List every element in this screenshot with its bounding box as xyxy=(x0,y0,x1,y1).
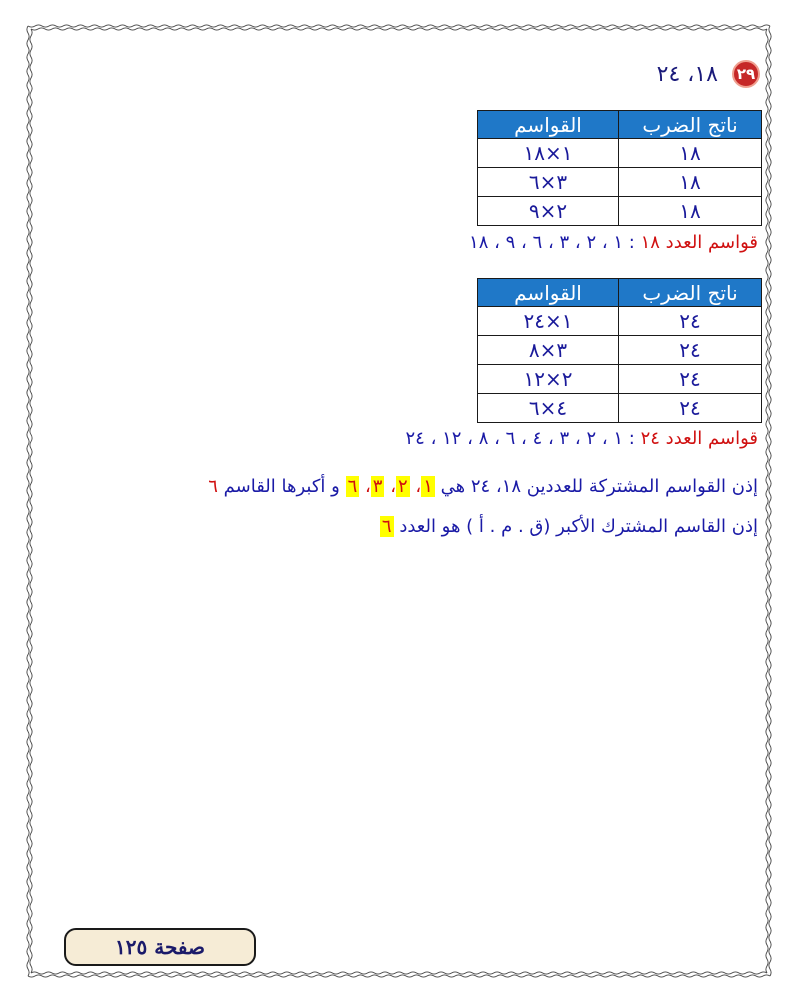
common-divisors-line xyxy=(208,476,758,497)
product-cell: ٢٤ xyxy=(619,336,762,365)
table-row xyxy=(478,139,762,168)
border-wave xyxy=(31,972,767,974)
border-wave xyxy=(766,29,768,973)
common-divisors-prefix: إذن القواسم المشتركة للعددين ١٨، ٢٤ هي xyxy=(440,476,758,497)
table-row xyxy=(478,365,762,394)
border-wave xyxy=(769,26,771,976)
header-product: ناتج الضرب xyxy=(619,111,762,139)
header-product: ناتج الضرب xyxy=(619,279,762,307)
header-factors: القواسم xyxy=(478,111,619,139)
factors-cell: ١×٢٤ xyxy=(478,307,619,336)
header-factors: القواسم xyxy=(478,279,619,307)
largest-value: ٦ xyxy=(208,476,218,497)
border-wave xyxy=(28,975,770,977)
product-cell: ١٨ xyxy=(619,139,762,168)
divisors-24-line xyxy=(406,428,759,449)
common-divisor-item: ٣ xyxy=(372,476,383,497)
product-cell: ١٨ xyxy=(619,197,762,226)
largest-prefix: و أكبرها القاسم xyxy=(223,476,340,497)
problem-numbers: ١٨، ٢٤ xyxy=(656,61,718,87)
divisors-24-label: قواسم العدد ٢٤ xyxy=(640,428,758,449)
factors-cell: ٢×٩ xyxy=(478,197,619,226)
product-cell: ١٨ xyxy=(619,168,762,197)
factor-table-24 xyxy=(477,278,762,423)
divisors-24-list: : ١ ، ٢ ، ٣ ، ٤ ، ٦ ، ٨ ، ١٢ ، ٢٤ xyxy=(405,428,635,449)
border-wave xyxy=(27,26,29,976)
divisors-18-line xyxy=(469,232,758,253)
gcf-line xyxy=(380,516,758,537)
table-row xyxy=(478,307,762,336)
page-number-label: صفحة ١٢٥ xyxy=(64,928,256,966)
separator: ، xyxy=(364,476,371,497)
factors-cell: ٤×٦ xyxy=(478,394,619,423)
factors-cell: ١×١٨ xyxy=(478,139,619,168)
common-divisor-item: ٦ xyxy=(347,476,358,497)
problem-number-badge: ٢٩ xyxy=(732,60,760,88)
factors-cell: ٣×٨ xyxy=(478,336,619,365)
gcf-value: ٦ xyxy=(381,516,392,537)
table-row xyxy=(478,197,762,226)
separator: ، xyxy=(415,476,422,497)
product-cell: ٢٤ xyxy=(619,365,762,394)
table-row xyxy=(478,394,762,423)
border-wave xyxy=(31,28,767,30)
border-wave xyxy=(28,25,770,27)
factors-cell: ٣×٦ xyxy=(478,168,619,197)
gcf-prefix: إذن القاسم المشترك الأكبر (ق . م . أ ) هو العدد xyxy=(399,516,758,537)
divisors-18-list: : ١ ، ٢ ، ٣ ، ٦ ، ٩ ، ١٨ xyxy=(469,232,635,253)
factor-table-18 xyxy=(477,110,762,226)
factors-cell: ٢×١٢ xyxy=(478,365,619,394)
separator: ، xyxy=(390,476,397,497)
common-divisor-item: ١ xyxy=(423,476,433,497)
divisors-18-label: قواسم العدد ١٨ xyxy=(640,232,758,253)
product-cell: ٢٤ xyxy=(619,307,762,336)
table-row xyxy=(478,168,762,197)
product-cell: ٢٤ xyxy=(619,394,762,423)
common-divisor-item: ٢ xyxy=(398,476,408,497)
table-row xyxy=(478,336,762,365)
border-wave xyxy=(30,29,32,973)
problem-header xyxy=(657,60,760,88)
